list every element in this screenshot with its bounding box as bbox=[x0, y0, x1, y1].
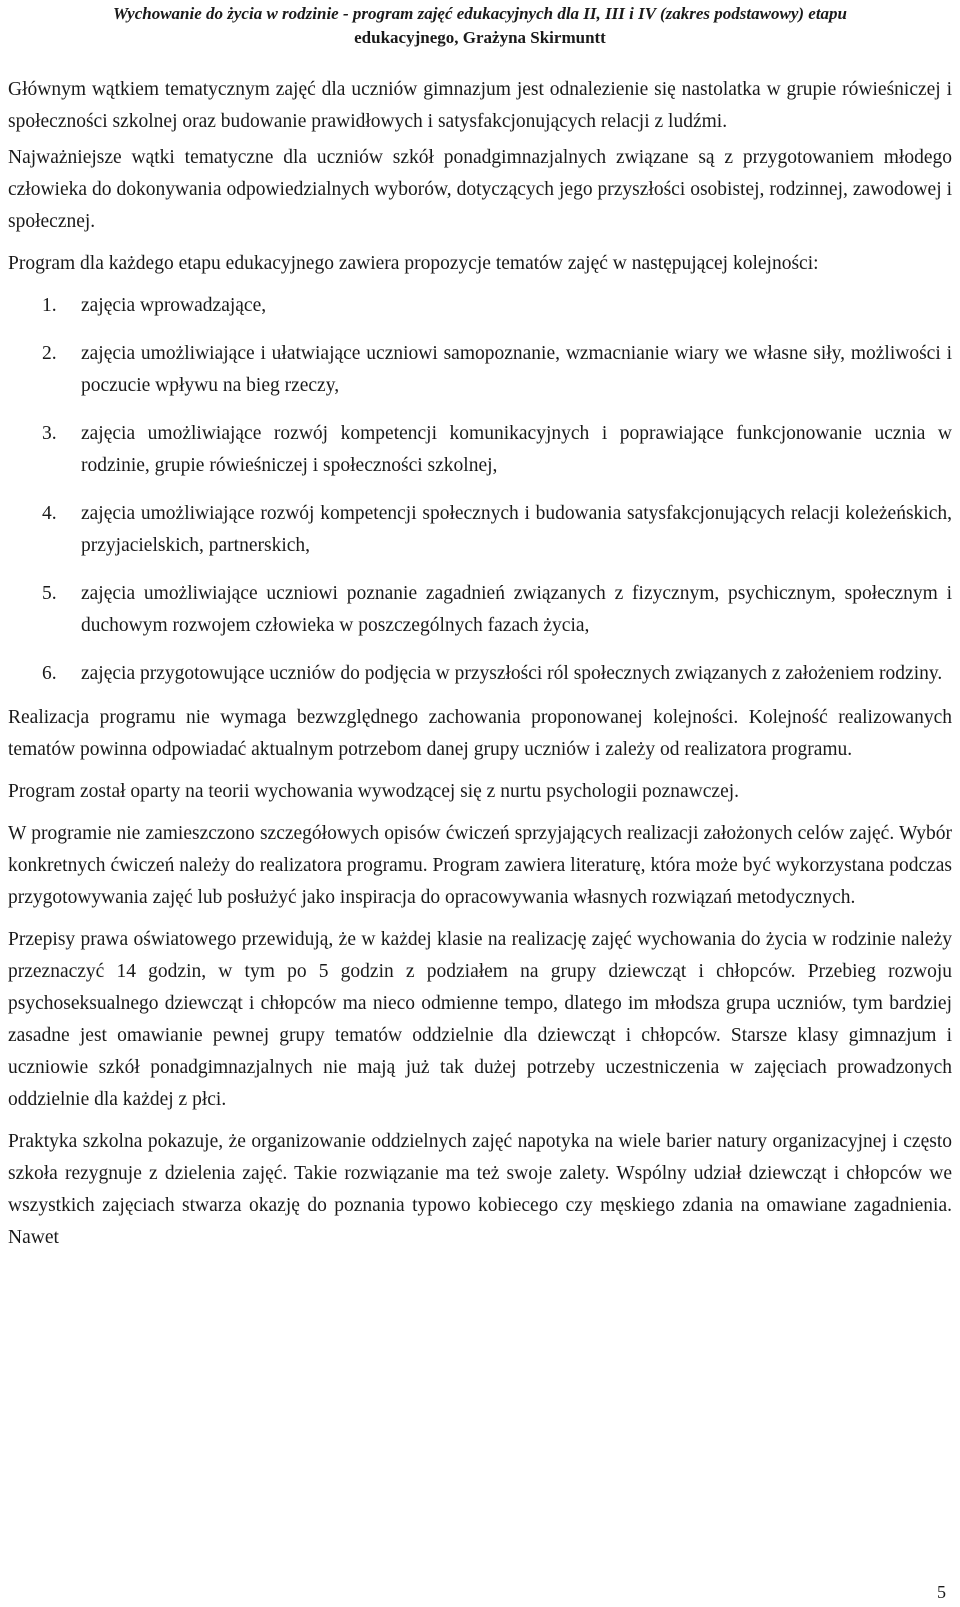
page-number: 5 bbox=[937, 1582, 946, 1602]
list-item-text: zajęcia umożliwiające rozwój kompetencji społecznych i budowania satysfakcjonujących relacji koleżeńskich, przyjacielskich, partnerskich, bbox=[81, 503, 952, 556]
list-item bbox=[8, 338, 952, 402]
list-item-text: zajęcia wprowadzające, bbox=[81, 295, 267, 316]
paragraph-teoria: Program został oparty na teorii wychowania wywodzącej się z nurtu psychologii poznawczej. bbox=[8, 781, 740, 802]
paragraph-gimnazjum: Głównym wątkiem tematycznym zajęć dla uczniów gimnazjum jest odnalezienie się nastolatka w grupie rówieśniczej i społeczności szkolnej oraz budowanie prawidłowych i satysfakcjonujących relacji z ludźmi. bbox=[8, 79, 952, 132]
header-line-2: edukacyjnego, Grażyna Skirmuntt bbox=[354, 28, 606, 47]
list-item-text: zajęcia umożliwiające i ułatwiające uczniowi samopoznanie, wzmacnianie wiary we własne siły, możliwości i poczucie wpływu na bieg rzeczy, bbox=[81, 343, 952, 396]
paragraph-realizacja: Realizacja programu nie wymaga bezwzględnego zachowania proponowanej kolejności. Kolejność realizowanych tematów powinna odpowiadać aktualnym potrzebom danej grupy uczniów i zależy od realizatora programu. bbox=[8, 707, 952, 760]
list-item bbox=[8, 578, 952, 642]
list-item-text: zajęcia przygotowujące uczniów do podjęcia w przyszłości ról społecznych związanych z założeniem rodziny. bbox=[81, 663, 943, 684]
list-item-number: 4. bbox=[42, 503, 57, 524]
topics-list bbox=[8, 290, 952, 690]
paragraph-cwiczenia: W programie nie zamieszczono szczegółowych opisów ćwiczeń sprzyjających realizacji założonych celów zajęć. Wybór konkretnych ćwiczeń należy do realizatora programu. Program zawiera literaturę, która może być wykorzystana podczas przygotowywania zajęć lub posłużyć jako inspiracja do opracowywania własnych rozwiązań metodycznych. bbox=[8, 823, 952, 908]
document-body bbox=[8, 74, 952, 1264]
list-item-number: 6. bbox=[42, 663, 57, 684]
paragraph-przepisy: Przepisy prawa oświatowego przewidują, że w każdej klasie na realizację zajęć wychowania do życia w rodzinie należy przeznaczyć 14 godzin, w tym po 5 godzin z podziałem na grupy dziewcząt i chłopców. Przebieg rozwoju psychoseksualnego dziewcząt i chłopców ma nieco odmienne tempo, dlatego im młodsza grupa uczniów, tym bardziej zasadne jest omawianie pewnej grupy tematów oddzielnie dla dziewcząt i chłopców. Starsze klasy gimnazjum i uczniowie szkół ponadgimnazjalnych nie mają już tak dużej potrzeby uczestniczenia w zajęciach prowadzonych oddzielnie dla każdej z płci. bbox=[8, 929, 952, 1110]
list-item-number: 2. bbox=[42, 343, 57, 364]
list-item-number: 5. bbox=[42, 583, 57, 604]
list-item-number: 3. bbox=[42, 423, 57, 444]
list-item-number: 1. bbox=[42, 295, 57, 316]
list-item bbox=[8, 418, 952, 482]
list-item bbox=[8, 498, 952, 562]
paragraph-program-intro: Program dla każdego etapu edukacyjnego zawiera propozycje tematów zajęć w następującej kolejności: bbox=[8, 253, 819, 274]
running-header bbox=[0, 2, 960, 50]
header-line-1: Wychowanie do życia w rodzinie - program zajęć edukacyjnych dla II, III i IV (zakres podstawowy) etapu bbox=[112, 4, 847, 23]
list-item-text: zajęcia umożliwiające rozwój kompetencji komunikacyjnych i poprawiające funkcjonowanie ucznia w rodzinie, grupie rówieśniczej i społeczności szkolnej, bbox=[81, 423, 952, 476]
paragraph-ponadgimnazjalne: Najważniejsze wątki tematyczne dla uczniów szkół ponadgimnazjalnych związane są z przygotowaniem młodego człowieka do dokonywania odpowiedzialnych wyborów, dotyczących jego przyszłości osobistej, rodzinnej, zawodowej i społecznej. bbox=[8, 147, 952, 232]
list-item bbox=[8, 658, 952, 690]
list-item-text: zajęcia umożliwiające uczniowi poznanie zagadnień związanych z fizycznym, psychicznym, społecznym i duchowym rozwojem człowieka w poszczególnych fazach życia, bbox=[81, 583, 952, 636]
list-item bbox=[8, 290, 952, 322]
paragraph-praktyka: Praktyka szkolna pokazuje, że organizowanie oddzielnych zajęć napotyka na wiele barier natury organizacyjnej i często szkoła rezygnuje z dzielenia zajęć. Takie rozwiązanie ma też swoje zalety. Wspólny udział dziewcząt i chłopców we wszystkich zajęciach stwarza okazję do poznania typowo kobiecego czy męskiego zdania na omawiane zagadnienia. Nawet bbox=[8, 1131, 952, 1248]
